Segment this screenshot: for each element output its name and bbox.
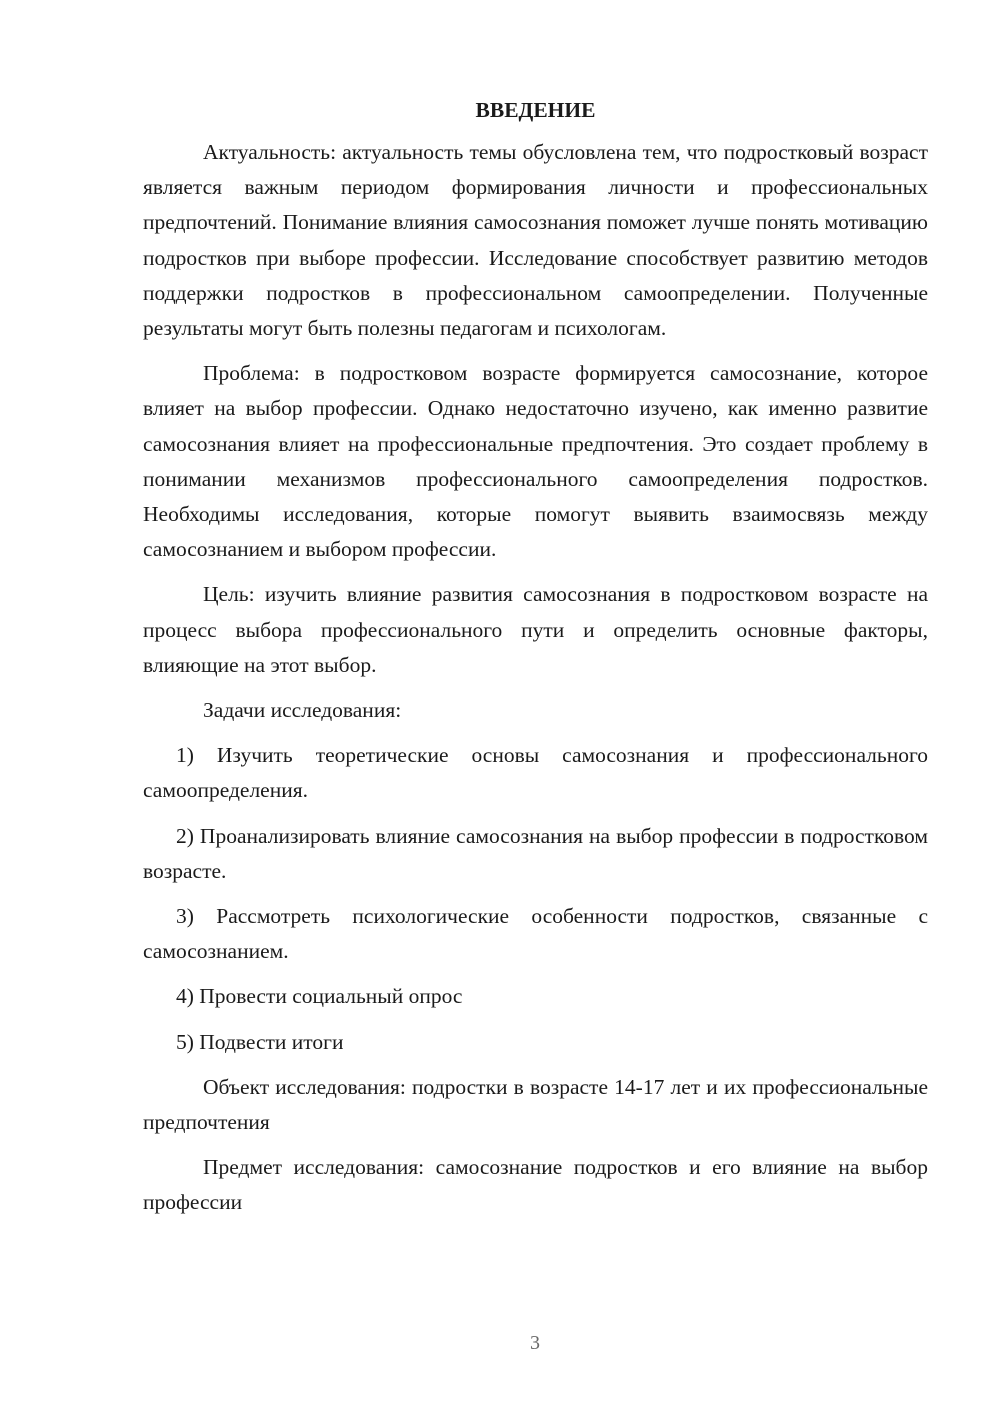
paragraph-goal: Цель: изучить влияние развития самосознания в подростковом возрасте на процесс выбора профессионального пути и определить основные факторы, влияющие на этот выбор. [143,582,928,677]
paragraph-tasks-heading: Задачи исследования: [203,698,402,723]
task-item-4: 4) Провести социальный опрос [176,984,463,1009]
page-number: 3 [530,1332,540,1354]
paragraph-object: Объект исследования: подростки в возрасте 14-17 лет и их профессиональные предпочтения [143,1074,928,1135]
task-item-1: 1) Изучить теоретические основы самосознания и профессионального самоопределения. [143,743,928,803]
paragraph-problem: Проблема: в подростковом возрасте формируется самосознание, которое влияет на выбор профессии. Однако недостаточно изучено, как именно развитие самосознания влияет на профессиональные предпочтения. Это создает проблему в понимании механизмов профессионального самоопределения подростков. Необходимы исследования, которые помогут выявить взаимосвязь между самосознанием и выбором профессии. [143,361,928,562]
task-item-5: 5) Подвести итоги [176,1029,344,1054]
paragraph-subject: Предмет исследования: самосознание подростков и его влияние на выбор профессии [143,1155,928,1215]
task-item-3: 3) Рассмотреть психологические особенности подростков, связанные с самосознанием. [143,904,928,964]
paragraph-relevance: Актуальность: актуальность темы обусловлена тем, что подростковый возраст является важным периодом формирования личности и профессиональных предпочтений. Понимание влияния самосознания поможет лучше понять мотивацию подростков при выборе профессии. Исследование способствует развитию методов поддержки подростков в профессиональном самоопределении. Полученные результаты могут быть полезны педагогам и психологам. [143,140,928,341]
document-page [143,92,928,1231]
page-title: ВВЕДЕНИЕ [475,98,596,122]
task-item-2: 2) Проанализировать влияние самосознания на выбор профессии в подростковом возрасте. [143,823,928,883]
